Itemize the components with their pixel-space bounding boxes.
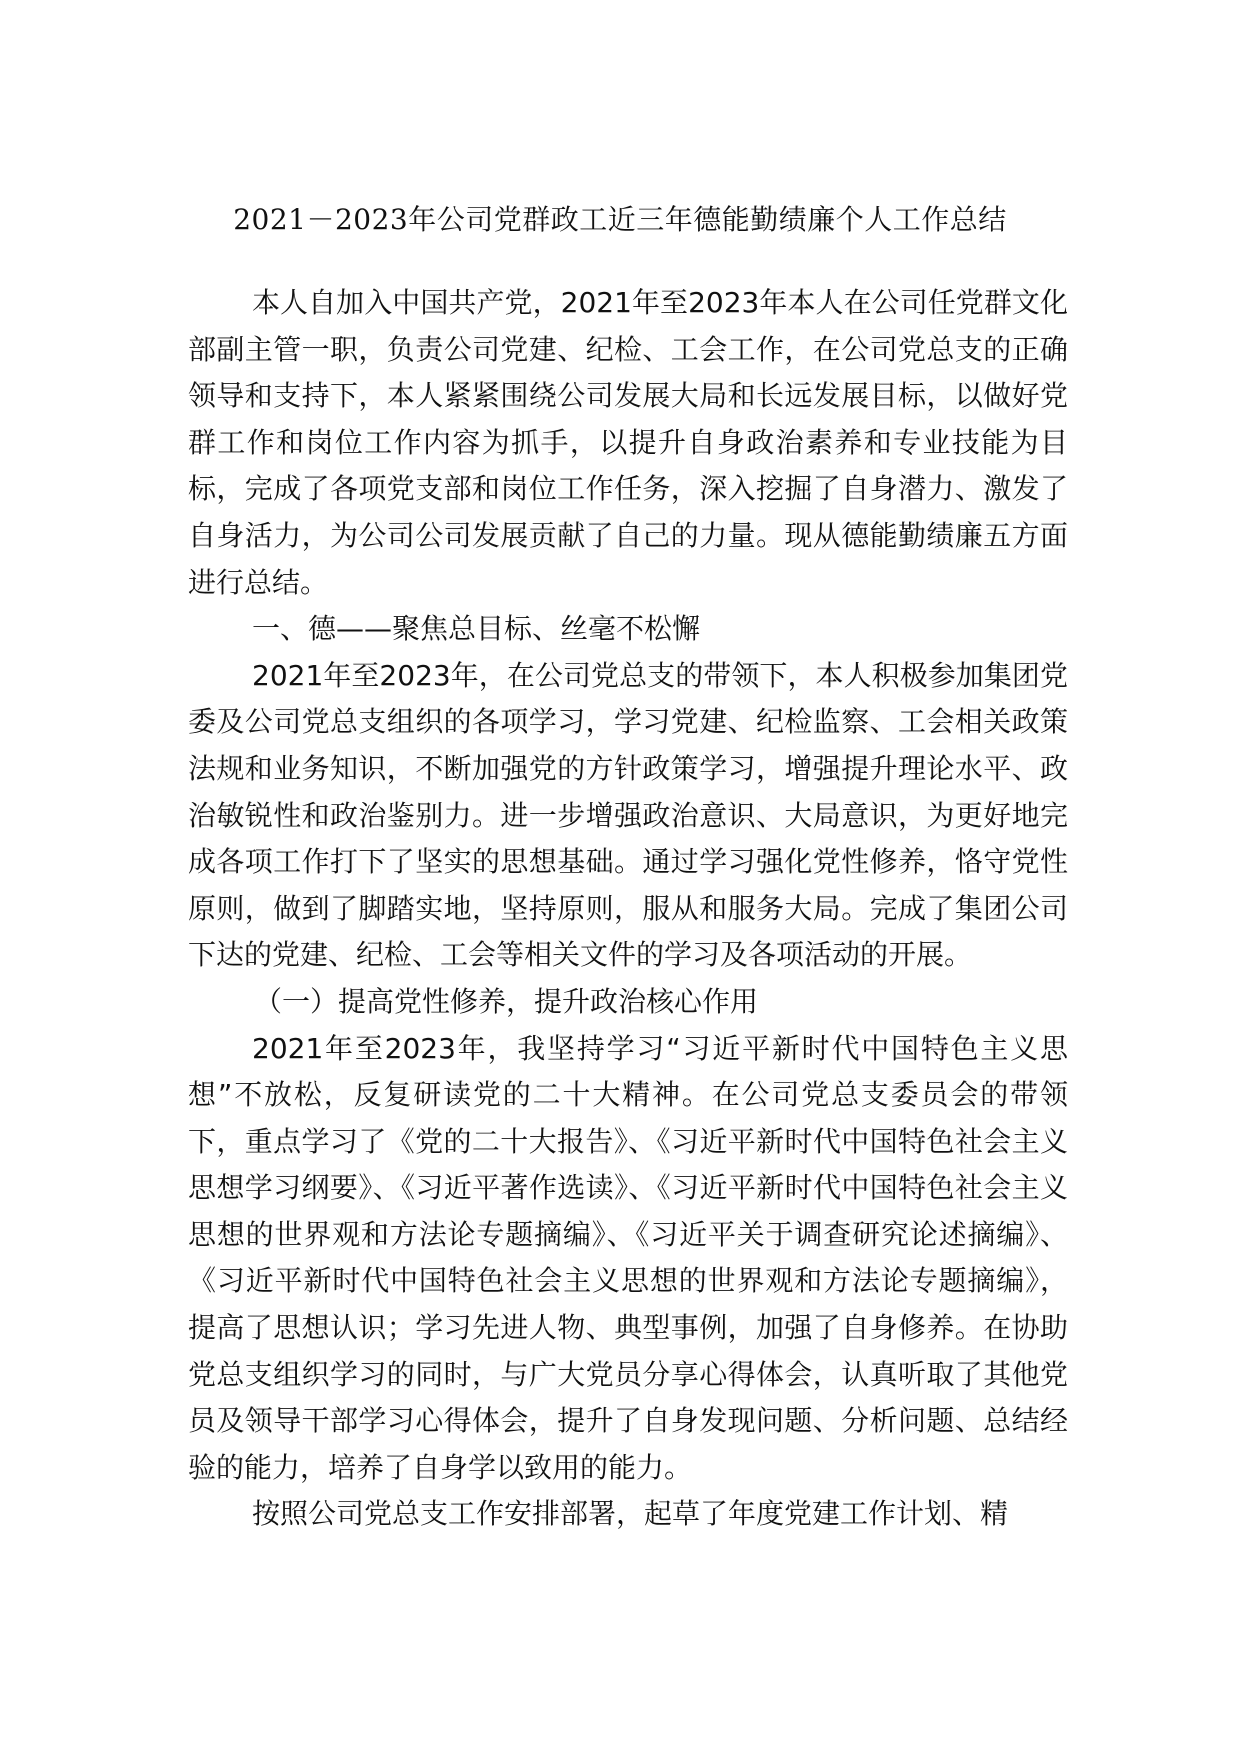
subsection-heading-1: （一）提高党性修养，提升政治核心作用 xyxy=(254,984,759,1018)
document-body xyxy=(188,280,1068,1538)
paragraph-party-study: 2021年至2023年，我坚持学习“习近平新时代中国特色主义思想”不放松，反复研读党的二十大精神。在公司党总支委员会的带领下，重点学习了《党的二十大报告》、《习近平新时代中国特色社会主义思想学习纲要》、《习近平著作选读》、《习近平新时代中国特色社会主义思想的世界观和方法论专题摘编》、《习近平关于调查研究论述摘编》、《习近平新时代中国特色社会主义思想的世界观和方法论专题摘编》，提高了思想认识；学习先进人物、典型事例，加强了自身修养。在协助党总支组织学习的同时，与广大党员分享心得体会，认真听取了其他党员及领导干部学习心得体会，提升了自身发现问题、分析问题、总结经验的能力，培养了自身学以致用的能力。 xyxy=(188,1031,1068,1484)
paragraph-de-study: 2021年至2023年，在公司党总支的带领下，本人积极参加集团党委及公司党总支组织的各项学习，学习党建、纪检监察、工会相关政策法规和业务知识，不断加强党的方针政策学习，增强提升理论水平、政治敏锐性和政治鉴别力。进一步增强政治意识、大局意识，为更好地完成各项工作打下了坚实的思想基础。通过学习强化党性修养，恪守党性原则，做到了脚踏实地，坚持原则，服从和服务大局。完成了集团公司下达的党建、纪检、工会等相关文件的学习及各项活动的开展。 xyxy=(188,658,1068,972)
section-heading-de: 一、德——聚焦总目标、丝毫不松懈 xyxy=(252,612,701,646)
paragraph-work-plan: 按照公司党总支工作安排部署，起草了年度党建工作计划、精 xyxy=(252,1497,1009,1531)
document-title: 2021－2023年公司党群政工近三年德能勤绩廉个人工作总结 xyxy=(233,203,1007,236)
paragraph-intro: 本人自加入中国共产党，2021年至2023年本人在公司任党群文化部副主管一职，负责公司党建、纪检、工会工作，在公司党总支的正确领导和支持下，本人紧紧围绕公司发展大局和长远发展目标，以做好党群工作和岗位工作内容为抓手，以提升自身政治素养和专业技能为目标，完成了各项党支部和岗位工作任务，深入挖掘了自身潜力、激发了自身活力，为公司公司发展贡献了自己的力量。现从德能勤绩廉五方面进行总结。 xyxy=(188,286,1068,599)
